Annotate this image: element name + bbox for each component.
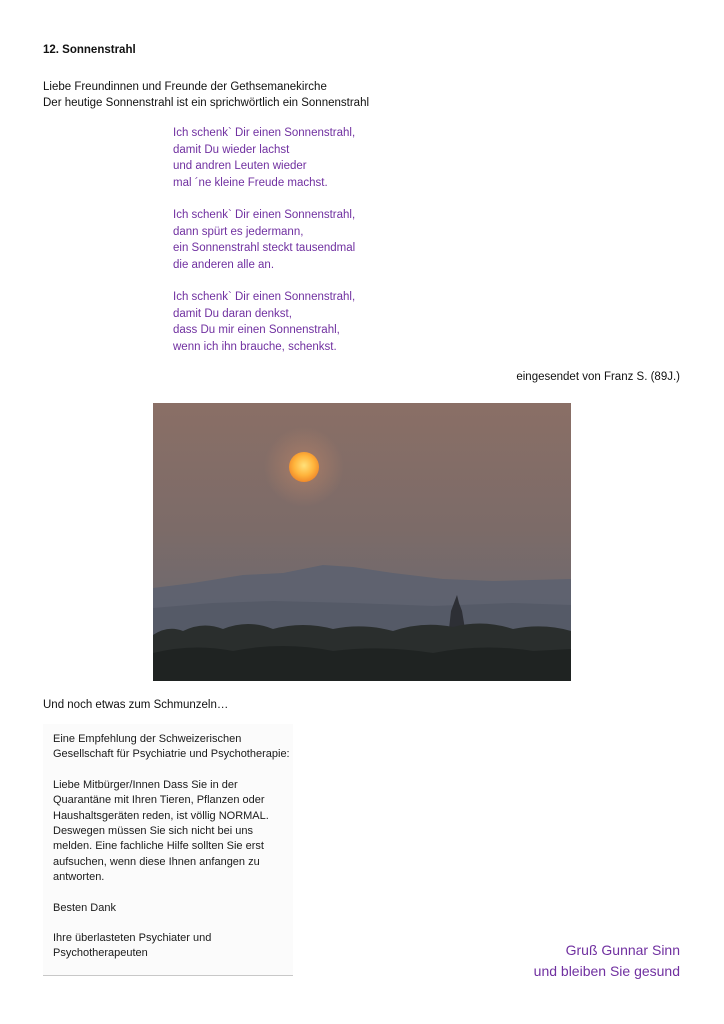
poem-line: ein Sonnenstrahl steckt tausendmal	[173, 242, 356, 254]
poem-line: damit Du daran denkst,	[173, 307, 292, 320]
closing-greeting	[534, 940, 680, 982]
poem-line: dann spürt es jedermann,	[173, 225, 304, 238]
credit-line: eingesendet von Franz S. (89J.)	[516, 371, 680, 383]
intro-text	[43, 79, 369, 111]
poem-line: Ich schenk` Dir einen Sonnenstrahl,	[173, 291, 356, 303]
message-screenshot	[43, 724, 293, 976]
smile-heading: Und noch etwas zum Schmunzeln…	[43, 699, 229, 711]
poem-line: dass Du mir einen Sonnenstrahl,	[173, 324, 340, 336]
poem-stanza-2	[173, 207, 355, 273]
poem-line: und andren Leuten wieder	[173, 160, 307, 172]
poem-line: Ich schenk` Dir einen Sonnenstrahl,	[173, 209, 356, 221]
closing-line-2: und bleiben Sie gesund	[533, 963, 680, 979]
poem-stanza-3	[173, 289, 355, 355]
closing-line-1: Gruß Gunnar Sinn	[565, 942, 680, 958]
poem-line: damit Du wieder lachst	[173, 143, 290, 156]
sun	[289, 452, 319, 482]
page-title: 12. Sonnenstrahl	[43, 44, 136, 56]
message-paragraph: Liebe Mitbürger/Innen Dass Sie in der Quarantäne mit Ihren Tieren, Pflanzen oder Haushaltsgeräten reden, ist völlig NORMAL. Deswegen müssen Sie sich nicht bei uns melden. Eine fachliche Hilfe sollten Sie erst aufsuchen, wenn diese Ihnen anfangen zu antworten.	[53, 778, 269, 884]
poem	[173, 125, 355, 371]
message-paragraph: Ihre überlasteten Psychiater und Psychotherapeuten	[53, 932, 212, 960]
sunset-photo	[153, 403, 571, 681]
message-paragraph: Eine Empfehlung der Schweizerischen Gesellschaft für Psychiatrie und Psychotherapie:	[53, 733, 290, 761]
poem-stanza-1	[173, 125, 355, 191]
poem-line: mal ´ne kleine Freude machst.	[173, 176, 328, 189]
intro-line-1: Liebe Freundinnen und Freunde der Gethsemanekirche	[43, 81, 327, 93]
poem-line: Ich schenk` Dir einen Sonnenstrahl,	[173, 127, 356, 139]
message-paragraph: Besten Dank	[53, 901, 116, 914]
intro-line-2: Der heutige Sonnenstrahl ist ein sprichwörtlich ein Sonnenstrahl	[43, 97, 370, 109]
poem-line: wenn ich ihn brauche, schenkst.	[173, 340, 337, 353]
poem-line: die anderen alle an.	[173, 258, 275, 271]
